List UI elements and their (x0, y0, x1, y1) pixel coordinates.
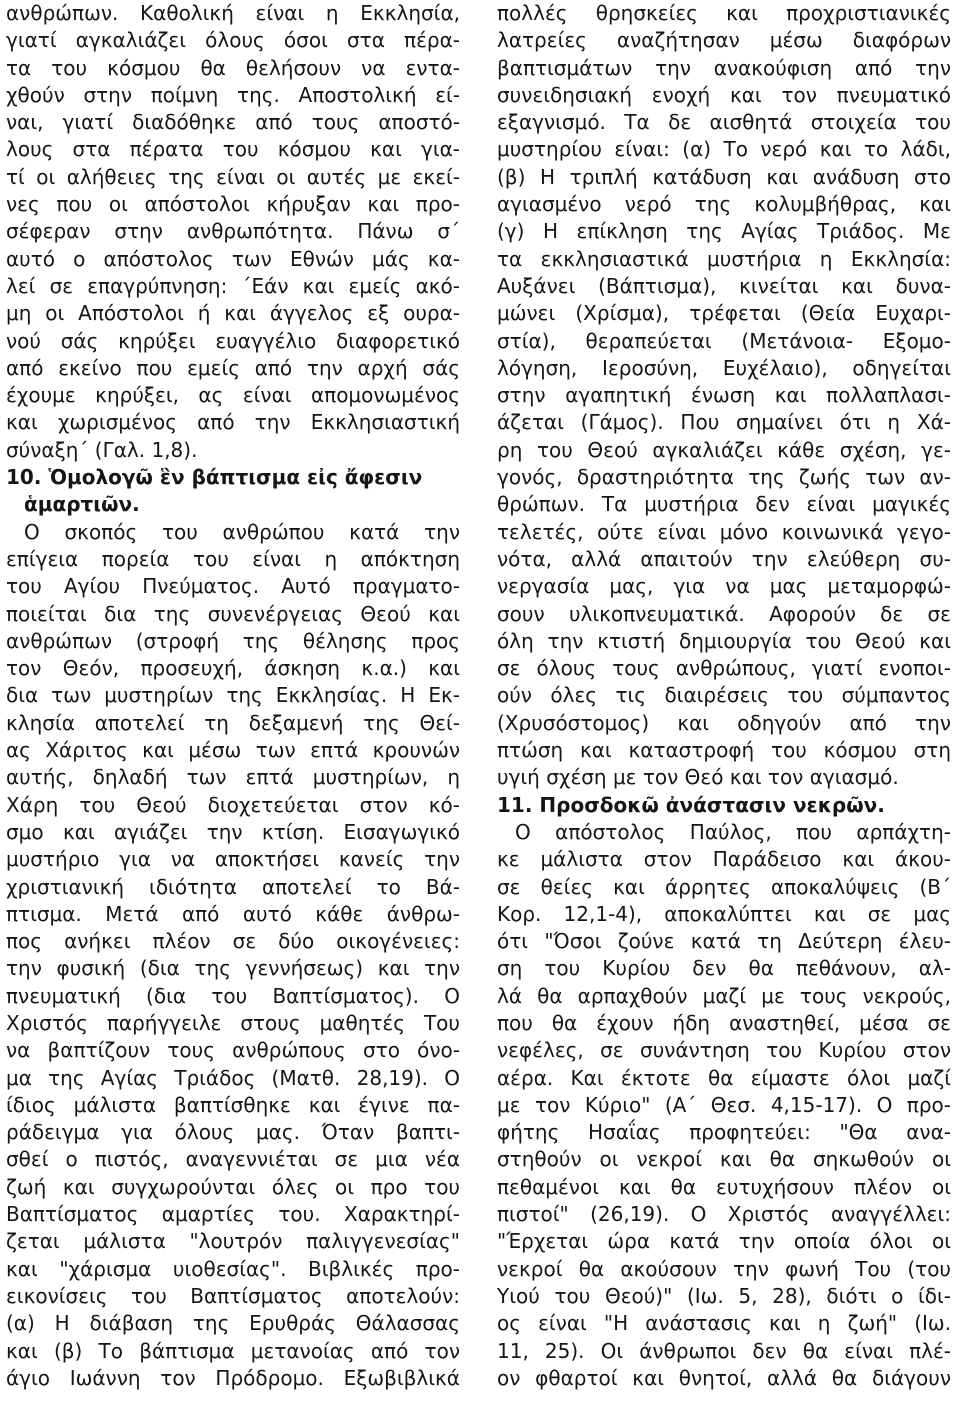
text-line: Κορ. 12,1-4), αποκαλύπτει και σε μας (497, 901, 951, 926)
text-line: νεφέλες, σε συνάντηση του Κυρίου στον (497, 1038, 951, 1063)
text-line: εξαγνισμό. Τα δε αισθητά στοιχεία του (497, 110, 951, 135)
text-line: ζωή και συγχωρούνται όλες οι προ του (6, 1174, 460, 1199)
text-line: που θα έχουν ήδη αναστηθεί, μέσα σε (497, 1010, 951, 1035)
text-line: (γ) Η επίκληση της Αγίας Τριάδος. Με (497, 219, 951, 244)
text-line: άζεται (Γάμος). Που σημαίνει ότι η Χά- (497, 410, 951, 435)
text-line: λατρείες αναζήτησαν μέσω διαφόρων (497, 28, 951, 53)
text-line: όλη την κτιστή δημιουργία του Θεού και (497, 628, 951, 653)
text-line: εικονίσεις του Βαπτίσματος αποτελούν: (6, 1283, 460, 1308)
text-line: αγιασμένο νερό της κολυμβήθρας, και (497, 192, 951, 217)
text-line: ζεται μάλιστα "λουτρόν παλιγγενεσίας" (6, 1229, 460, 1254)
text-line: μυστηρίου είναι: (α) Το νερό και το λάδι, (497, 137, 951, 162)
text-line: υγιή σχέση με τον Θεό και τον αγιασμό. (497, 765, 899, 790)
text-line: Ο σκοπός του ανθρώπου κατά την (24, 519, 460, 544)
text-line: ούν όλες τις διαιρέσεις του σύμπαντος (497, 683, 951, 708)
text-line: σουν υλικοπνευματικά. Αφορούν δε σε (497, 601, 951, 626)
text-line: τα εκκλησιαστικά μυστήρια η Εκκλησία: (497, 246, 951, 271)
text-line: λά θα αρπαχθούν μαζί με τους νεκρούς, (497, 983, 951, 1008)
text-line: μώνει (Χρίσμα), τρέφεται (Θεία Ευχαρι- (497, 301, 951, 326)
section-heading-line: ἁμαρτιῶν. (24, 492, 140, 517)
text-line: βαπτισμάτων την ανακούφιση από την (497, 55, 951, 80)
text-line: αέρα. Και έκτοτε θα είμαστε όλοι μαζί (497, 1065, 951, 1090)
text-line: γονός, δραστηριότητα της ζωής των αν- (497, 465, 951, 490)
text-line: 11, 25). Οι άνθρωποι δεν θα είναι πλέ- (497, 1338, 951, 1363)
left-text-column (6, 0, 460, 1392)
text-line: ανθρώπων. Καθολική είναι η Εκκλησία, (6, 1, 460, 25)
text-line: ράδειγμα για όλους μας. Όταν βαπτι- (6, 1120, 460, 1145)
text-line: Χριστός παρήγγειλε στους μαθητές Του (6, 1010, 460, 1035)
text-line: (β) Η τριπλή κατάδυση και ανάδυση στο (497, 164, 951, 189)
text-line: πτώση και καταστροφή του κόσμου στη (497, 738, 951, 763)
text-line: αυτό ο απόστολος των Εθνών μάς κα- (6, 246, 460, 271)
text-line: κλησία αποτελεί τη δεξαμενή της Θεί- (6, 710, 460, 735)
right-text-column (497, 0, 951, 1392)
text-line: μα της Αγίας Τριάδος (Ματθ. 28,19). Ο (6, 1065, 460, 1090)
text-line: γιατί αγκαλιάζει όλους όσοι στα πέρα- (6, 28, 460, 53)
text-line: ση του Κυρίου δεν θα πεθάνουν, αλ- (497, 956, 951, 981)
text-line: τελετές, ούτε είναι μόνο κοινωνικά γεγο- (497, 519, 951, 544)
text-line: νες που οι απόστολοι κήρυξαν και προ- (6, 192, 460, 217)
text-line: λεί σε επαγρύπνηση: ΄Εάν και εμείς ακό- (6, 273, 460, 298)
text-line: ας Χάριτος και μέσω των επτά κρουνών (6, 738, 460, 763)
text-line: Ο απόστολος Παύλος, που αρπάχτη- (515, 819, 951, 844)
text-line: χθούν στην ποίμνη της. Αποστολική εί- (6, 82, 460, 107)
text-line: πολλές θρησκείες και προχριστιανικές (497, 1, 951, 25)
text-line: αυτής, δηλαδή των επτά μυστηρίων, η (6, 765, 460, 790)
text-line: νεκροί θα ακούσουν την φωνή Του (του (497, 1256, 951, 1281)
text-line: φήτης Ησαΐας προφητεύει: "Θα ανα- (497, 1120, 951, 1145)
text-line: κε μάλιστα στον Παράδεισο και άκου- (497, 847, 951, 872)
text-line: την φυσική (δια της γεννήσεως) και την (6, 956, 460, 981)
text-line: Αυξάνει (Βάπτισμα), κινείται και δυνα- (497, 273, 951, 298)
text-line: νότα, αλλά απαιτούν την ελεύθερη συ- (497, 546, 951, 571)
text-line: (α) Η διάβαση της Ερυθράς Θάλασσας (6, 1311, 460, 1336)
section-heading-line: 11. Προσδοκῶ ἀνάστασιν νεκρῶν. (497, 792, 885, 817)
text-line: σμο και αγιάζει την κτίση. Εισαγωγικό (6, 819, 460, 844)
text-line: Βαπτίσματος αμαρτίες του. Χαρακτηρί- (6, 1202, 460, 1227)
text-line: Χάρη του Θεού διοχετεύεται στον κό- (6, 792, 460, 817)
text-line: ναι, γιατί διαδόθηκε από τους αποστό- (6, 110, 460, 135)
text-line: του Αγίου Πνεύματος. Αυτό πραγματο- (6, 574, 460, 599)
text-line: νεργασία μας, για να μας μεταμορφώ- (497, 574, 951, 599)
text-line: σύναξη΄ (Γαλ. 1,8). (6, 437, 198, 462)
text-line: ανθρώπων (στροφή της θέλησης προς (6, 628, 460, 653)
text-line: άγιο Ιωάννη τον Πρόδρομο. Εξωβιβλικά (6, 1365, 460, 1390)
text-line: στην αγαπητική ένωση και πολλαπλασι- (497, 383, 951, 408)
text-line: ρη του Θεού αγκαλιάζει κάθε σχέση, γε- (497, 437, 951, 462)
text-line: και "χάρισμα υιοθεσίας". Βιβλικές προ- (6, 1256, 460, 1281)
section-heading-line: 10. Ὁμολογῶ ἓν βάπτισμα εἰς ἄφεσιν (6, 465, 423, 490)
text-line: ποιείται δια της συνενέργειας Θεού και (6, 601, 460, 626)
text-line: και (β) Το βάπτισμα μετανοίας από τον (6, 1338, 460, 1363)
text-line: χριστιανική ιδιότητα αποτελεί το Βά- (6, 874, 460, 899)
text-line: σε θείες και άρρητες αποκαλύψεις (Β΄ (497, 874, 951, 899)
text-line: ότι "Όσοι ζούνε κατά τη Δεύτερη έλευ- (497, 929, 951, 954)
text-line: ον φθαρτοί και θνητοί, αλλά θα διάγουν (497, 1365, 951, 1390)
text-line: ίδιος μάλιστα βαπτίσθηκε και έγινε πα- (6, 1092, 460, 1117)
text-line: σε όλους τους ανθρώπους, γιατί ενοποι- (497, 656, 951, 681)
text-line: τον Θεόν, προσευχή, άσκηση κ.α.) και (6, 656, 460, 681)
text-line: σθεί ο πιστός, αναγεννιέται σε μια νέα (6, 1147, 460, 1172)
text-line: και χωρισμένος από την Εκκλησιαστική (6, 410, 460, 435)
text-line: έχουμε κηρύξει, ας είναι απομονωμένος (6, 383, 460, 408)
text-line: νού σάς κηρύξει ευαγγέλιο διαφορετικό (6, 328, 460, 353)
text-line: πιστοί" (26,19). Ο Χριστός αναγγέλλει: (497, 1202, 951, 1227)
text-line: πος ανήκει πλέον σε δύο οικογένειες: (6, 929, 460, 954)
text-line: συνειδησιακή ενοχή και τον πνευματικό (497, 82, 951, 107)
text-line: επίγεια πορεία του είναι η απόκτηση (6, 546, 460, 571)
text-line: πτισμα. Μετά από αυτό κάθε άνθρω- (6, 901, 460, 926)
text-line: τί οι αλήθειες της είναι οι αυτές με εκεί- (6, 164, 460, 189)
text-line: θρώπων. Τα μυστήρια δεν είναι μαγικές (497, 492, 951, 517)
text-line: να βαπτίζουν τους ανθρώπους στο όνο- (6, 1038, 460, 1063)
text-line: λόγηση, Ιεροσύνη, Ευχέλαιο), οδηγείται (497, 355, 951, 380)
text-line: Υιού του Θεού)" (Ιω. 5, 28), διότι ο ίδι- (497, 1283, 951, 1308)
text-line: στηθούν οι νεκροί και θα σηκωθούν οι (497, 1147, 951, 1172)
text-line: μυστήριο για να αποκτήσει κανείς την (6, 847, 460, 872)
text-line: από εκείνο που εμείς από την αρχή σάς (6, 355, 460, 380)
text-line: μη οι Απόστολοι ή και άγγελος εξ ουρα- (6, 301, 460, 326)
text-line: λους στα πέρατα του κόσμου και για- (6, 137, 460, 162)
text-line: στία), θεραπεύεται (Μετάνοια- Εξομο- (497, 328, 951, 353)
text-line: σέφεραν στην ανθρωπότητα. Πάνω σ΄ (6, 219, 460, 244)
text-line: "Έρχεται ώρα κατά την οποία όλοι οι (497, 1229, 951, 1254)
text-line: (Χρυσόστομος) και οδηγούν από την (497, 710, 951, 735)
text-line: ος είναι "Η ανάστασις και η ζωή" (Ιω. (497, 1311, 951, 1336)
text-line: πεθαμένοι και θα ευτυχήσουν πλέον οι (497, 1174, 951, 1199)
text-line: δια των μυστηρίων της Εκκλησίας. Η Εκ- (6, 683, 460, 708)
column-gutter (477, 0, 478, 1426)
text-line: πνευματική (δια του Βαπτίσματος). Ο (6, 983, 460, 1008)
text-line: με τον Κύριο" (Α΄ Θεσ. 4,15-17). Ο προ- (497, 1092, 951, 1117)
text-line: τα του κόσμου θα θελήσουν να εντα- (6, 55, 460, 80)
